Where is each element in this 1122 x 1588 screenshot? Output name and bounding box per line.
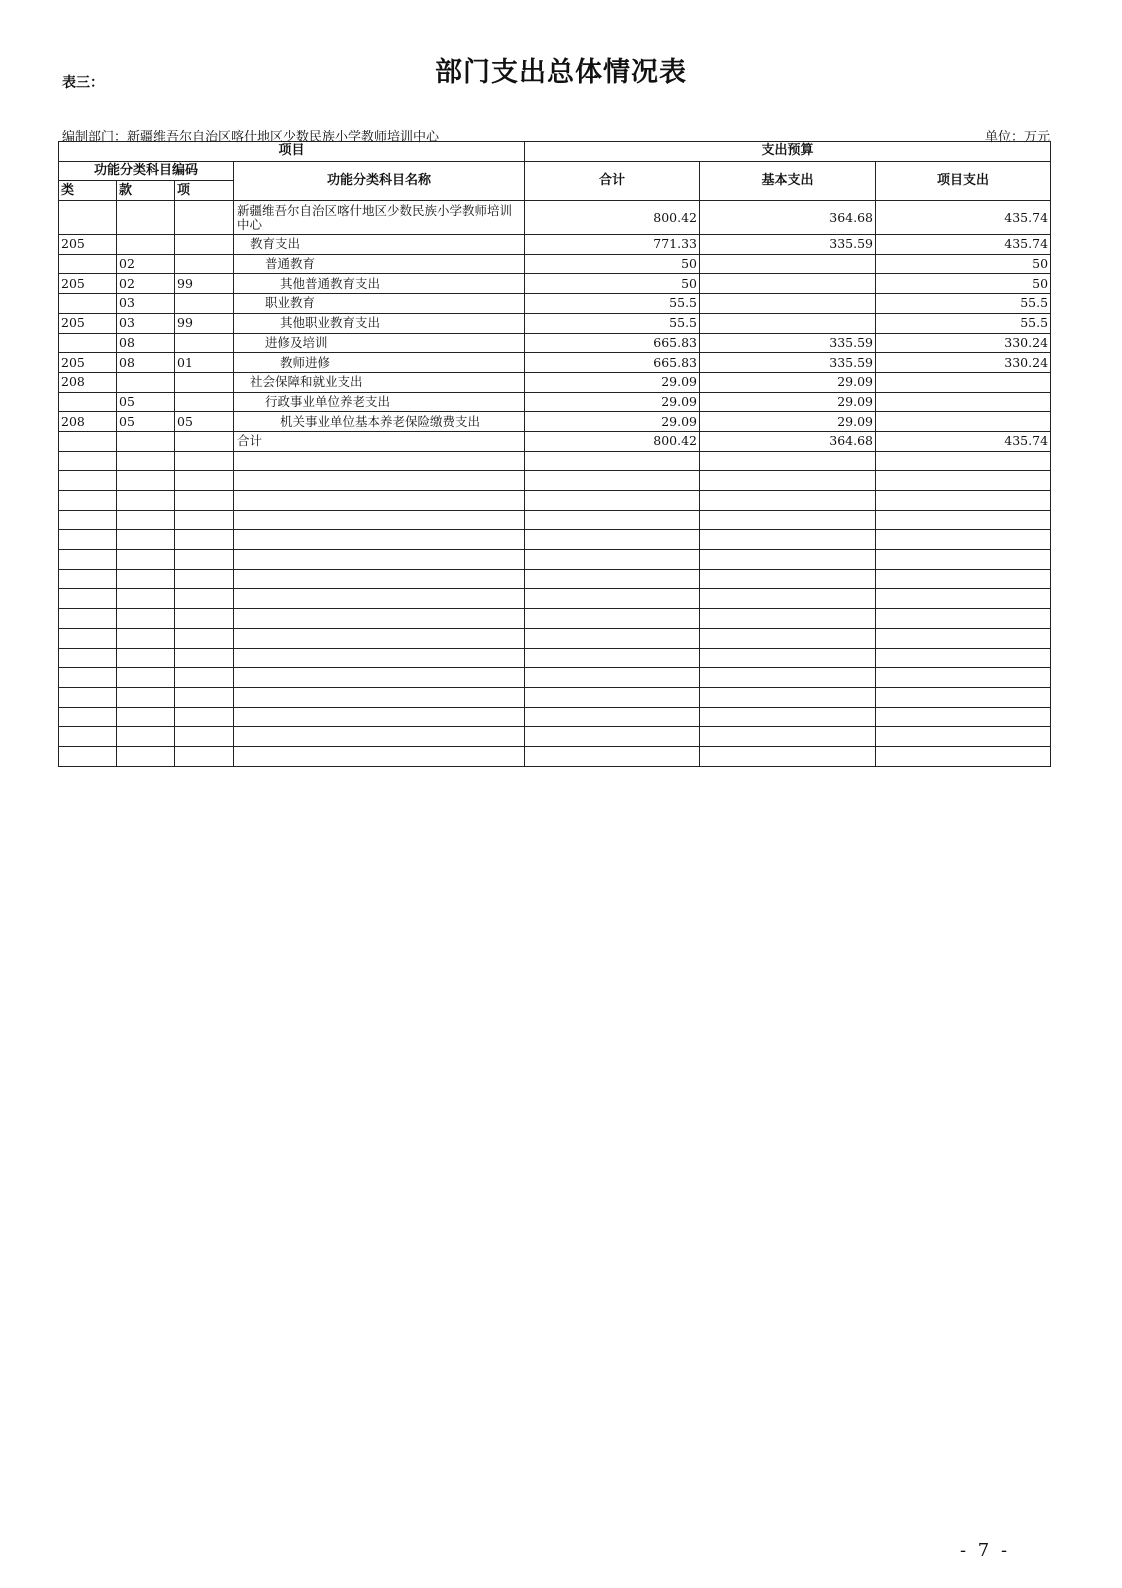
cell-lei [59, 201, 117, 235]
cell-xiang [175, 392, 234, 412]
empty-row [59, 746, 1051, 766]
header-project-exp: 项目支出 [876, 161, 1051, 200]
cell-basic [700, 274, 876, 294]
cell-basic [700, 313, 876, 333]
cell-total: 29.09 [525, 372, 700, 392]
cell-total: 50 [525, 274, 700, 294]
cell-name: 其他职业教育支出 [234, 313, 525, 333]
empty-row [59, 707, 1051, 727]
cell-basic [700, 294, 876, 314]
table-row [59, 313, 1051, 333]
cell-project: 55.5 [876, 294, 1051, 314]
table-row [59, 201, 1051, 235]
cell-total: 771.33 [525, 235, 700, 255]
empty-row [59, 530, 1051, 550]
cell-name: 合计 [234, 431, 525, 451]
cell-lei: 205 [59, 235, 117, 255]
cell-basic: 29.09 [700, 392, 876, 412]
empty-row [59, 589, 1051, 609]
cell-kuan: 08 [117, 353, 175, 373]
cell-kuan: 03 [117, 294, 175, 314]
cell-name: 机关事业单位基本养老保险缴费支出 [234, 412, 525, 432]
table-row [59, 294, 1051, 314]
table-row [59, 353, 1051, 373]
header-basic: 基本支出 [700, 161, 876, 200]
cell-name: 教育支出 [234, 235, 525, 255]
cell-name: 行政事业单位养老支出 [234, 392, 525, 412]
empty-row [59, 727, 1051, 747]
cell-lei: 205 [59, 313, 117, 333]
cell-lei [59, 431, 117, 451]
cell-project: 435.74 [876, 235, 1051, 255]
cell-xiang [175, 201, 234, 235]
cell-total: 29.09 [525, 392, 700, 412]
cell-total: 29.09 [525, 412, 700, 432]
cell-basic [700, 254, 876, 274]
cell-project: 50 [876, 254, 1051, 274]
cell-project: 435.74 [876, 431, 1051, 451]
cell-total: 55.5 [525, 313, 700, 333]
cell-kuan [117, 235, 175, 255]
cell-project [876, 412, 1051, 432]
cell-basic: 335.59 [700, 333, 876, 353]
cell-kuan [117, 201, 175, 235]
cell-lei: 208 [59, 412, 117, 432]
cell-total: 800.42 [525, 201, 700, 235]
header-func-code: 功能分类科目编码 [59, 161, 234, 181]
cell-kuan [117, 372, 175, 392]
cell-xiang [175, 235, 234, 255]
cell-total: 55.5 [525, 294, 700, 314]
cell-kuan: 05 [117, 412, 175, 432]
cell-project: 50 [876, 274, 1051, 294]
cell-xiang [175, 372, 234, 392]
empty-row [59, 628, 1051, 648]
page-title: 部门支出总体情况表 [435, 57, 687, 88]
header-total: 合计 [525, 161, 700, 200]
table-row [59, 333, 1051, 353]
cell-kuan: 08 [117, 333, 175, 353]
cell-lei [59, 294, 117, 314]
expenditure-table [58, 141, 1051, 767]
total-row [59, 431, 1051, 451]
cell-project: 330.24 [876, 333, 1051, 353]
cell-project: 55.5 [876, 313, 1051, 333]
cell-kuan: 05 [117, 392, 175, 412]
page-number: - 7 - [960, 1540, 1011, 1561]
cell-xiang [175, 294, 234, 314]
cell-xiang [175, 333, 234, 353]
empty-row [59, 491, 1051, 511]
cell-lei: 205 [59, 353, 117, 373]
table-row [59, 235, 1051, 255]
cell-name: 社会保障和就业支出 [234, 372, 525, 392]
cell-basic: 335.59 [700, 235, 876, 255]
cell-total: 800.42 [525, 431, 700, 451]
header-project: 项目 [59, 142, 525, 162]
cell-total: 50 [525, 254, 700, 274]
cell-xiang: 99 [175, 313, 234, 333]
empty-row [59, 609, 1051, 629]
compiler-unit: 编制部门：新疆维吾尔自治区喀什地区少数民族小学教师培训中心 [62, 130, 440, 145]
currency-unit: 单位：万元 [984, 130, 1050, 145]
cell-name: 新疆维吾尔自治区喀什地区少数民族小学教师培训中心 [234, 201, 525, 235]
table-label: 表三： [62, 75, 104, 91]
cell-xiang [175, 254, 234, 274]
cell-project [876, 372, 1051, 392]
cell-lei [59, 254, 117, 274]
empty-row [59, 687, 1051, 707]
empty-row [59, 471, 1051, 491]
cell-xiang: 05 [175, 412, 234, 432]
cell-project: 330.24 [876, 353, 1051, 373]
cell-name: 职业教育 [234, 294, 525, 314]
header-kuan: 款 [117, 181, 175, 201]
cell-name: 教师进修 [234, 353, 525, 373]
table-row [59, 372, 1051, 392]
empty-row [59, 648, 1051, 668]
cell-lei: 208 [59, 372, 117, 392]
header-lei: 类 [59, 181, 117, 201]
cell-basic: 335.59 [700, 353, 876, 373]
empty-row [59, 550, 1051, 570]
cell-lei [59, 333, 117, 353]
cell-lei [59, 392, 117, 412]
cell-project [876, 392, 1051, 412]
empty-row [59, 451, 1051, 471]
header-xiang: 项 [175, 181, 234, 201]
table-row [59, 392, 1051, 412]
cell-kuan: 02 [117, 254, 175, 274]
cell-basic: 364.68 [700, 431, 876, 451]
cell-total: 665.83 [525, 333, 700, 353]
cell-name: 普通教育 [234, 254, 525, 274]
empty-row [59, 510, 1051, 530]
table-row [59, 412, 1051, 432]
cell-kuan [117, 431, 175, 451]
cell-lei: 205 [59, 274, 117, 294]
cell-name: 其他普通教育支出 [234, 274, 525, 294]
cell-xiang [175, 431, 234, 451]
cell-basic: 364.68 [700, 201, 876, 235]
cell-name: 进修及培训 [234, 333, 525, 353]
cell-basic: 29.09 [700, 412, 876, 432]
cell-total: 665.83 [525, 353, 700, 373]
empty-row [59, 569, 1051, 589]
table-row [59, 274, 1051, 294]
cell-xiang: 01 [175, 353, 234, 373]
header-func-name: 功能分类科目名称 [234, 161, 525, 200]
cell-basic: 29.09 [700, 372, 876, 392]
cell-xiang: 99 [175, 274, 234, 294]
header-budget: 支出预算 [525, 142, 1051, 162]
cell-kuan: 02 [117, 274, 175, 294]
cell-project: 435.74 [876, 201, 1051, 235]
cell-kuan: 03 [117, 313, 175, 333]
empty-row [59, 668, 1051, 688]
table-row [59, 254, 1051, 274]
